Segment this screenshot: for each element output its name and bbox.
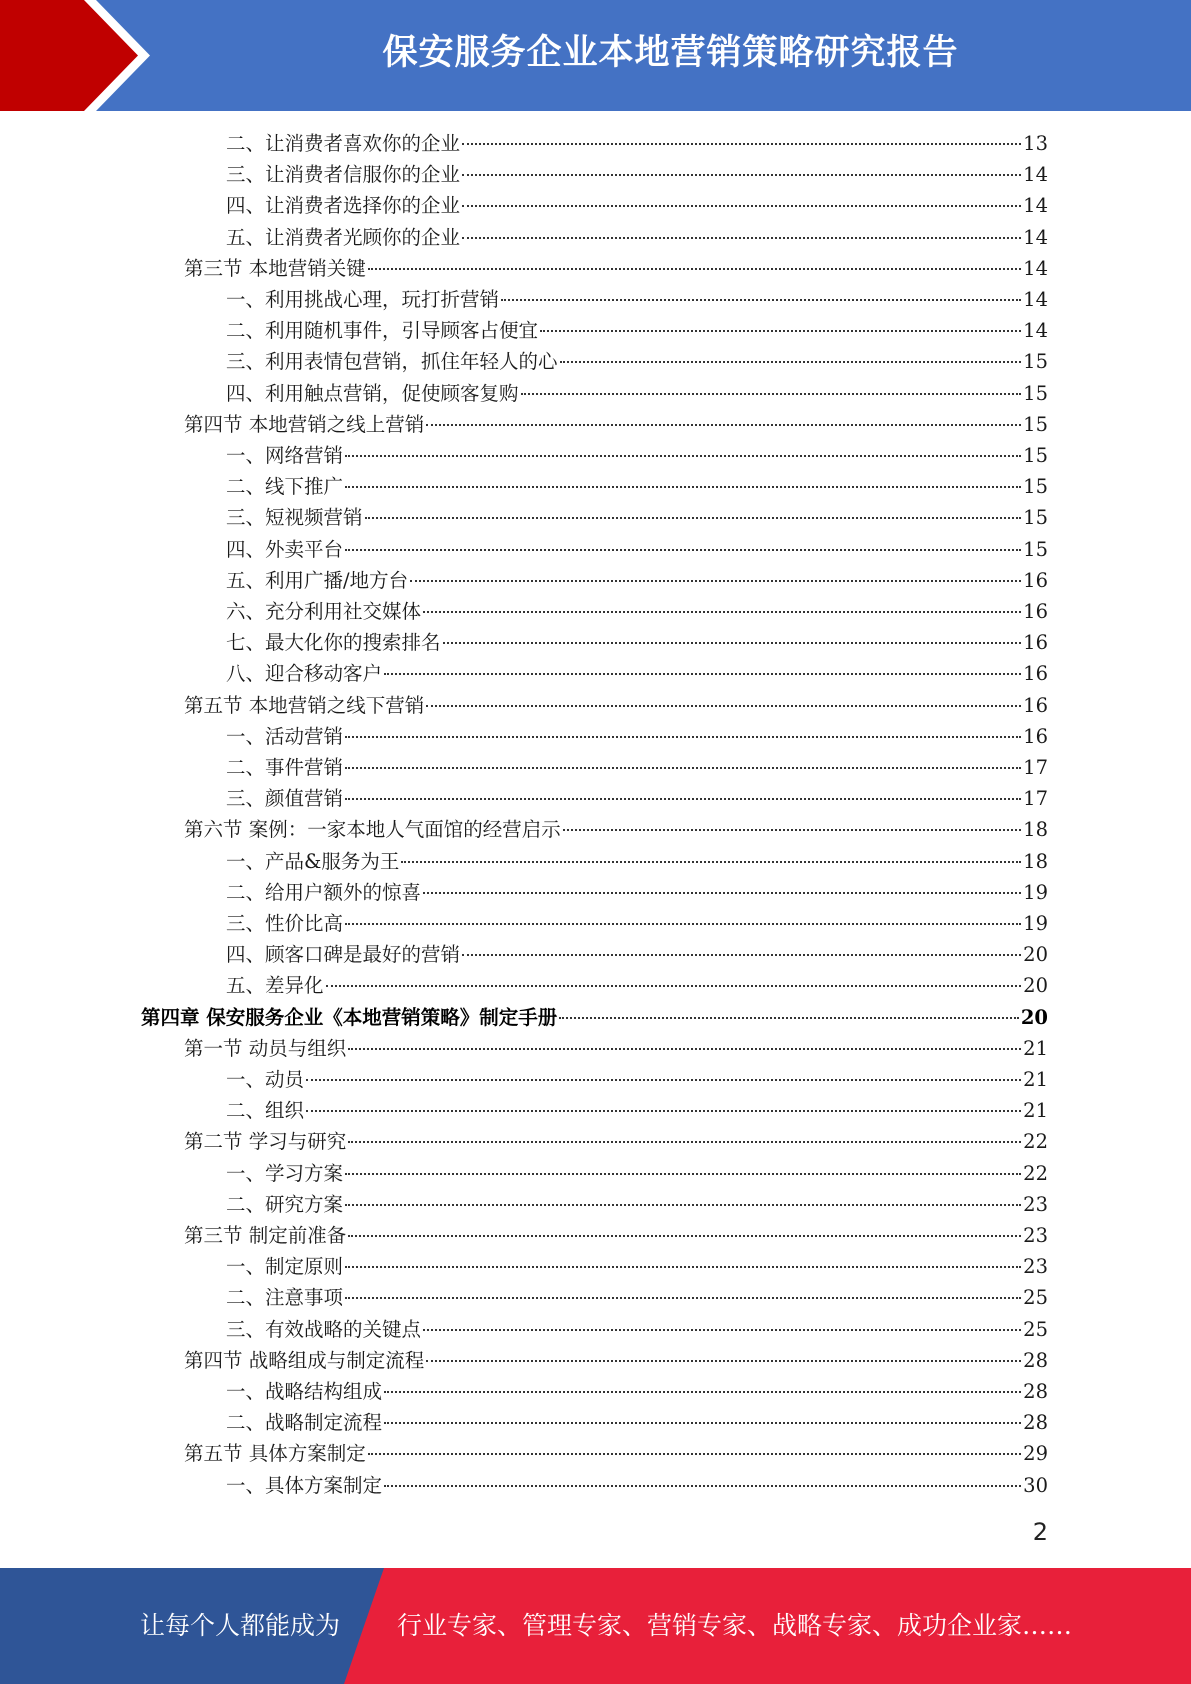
toc-entry-label: 四、利用触点营销，促使顾客复购 [226, 381, 519, 405]
toc-dot-leader [462, 174, 1021, 176]
toc-entry-page: 16 [1023, 631, 1048, 655]
footer-slogan-left: 让每个人都能成为 [140, 1611, 341, 1640]
toc-entry-label: 五、差异化 [226, 974, 324, 998]
toc-entry-page: 14 [1023, 194, 1048, 218]
toc-entry[interactable] [184, 1033, 1048, 1064]
toc-entry-page: 16 [1023, 600, 1048, 623]
toc-entry-page: 29 [1023, 1442, 1048, 1466]
toc-entry[interactable] [184, 1438, 1048, 1469]
toc-dot-leader [368, 268, 1021, 270]
toc-entry-label: 三、短视频营销 [226, 506, 363, 530]
toc-dot-leader [559, 1017, 1019, 1019]
toc-dot-leader [345, 549, 1021, 551]
toc-dot-leader [345, 486, 1021, 488]
toc-entry-page: 25 [1023, 1317, 1048, 1341]
toc-entry-page: 15 [1023, 444, 1048, 467]
toc-entry-page: 16 [1023, 568, 1048, 592]
toc-entry[interactable] [226, 1407, 1048, 1438]
toc-entry-label: 二、给用户额外的惊喜 [226, 880, 422, 904]
toc-dot-leader [426, 1360, 1021, 1362]
toc-entry-label: 一、战略结构组成 [226, 1380, 383, 1403]
toc-entry-label: 四、外卖平台 [226, 537, 344, 561]
toc-entry[interactable] [226, 190, 1048, 221]
toc-dot-leader [348, 1235, 1021, 1237]
toc-entry-page: 18 [1023, 849, 1048, 873]
toc-dot-leader [345, 767, 1021, 769]
toc-entry[interactable] [226, 378, 1048, 409]
toc-entry[interactable] [226, 346, 1048, 377]
toc-entry-label: 二、战略制定流程 [226, 1411, 383, 1435]
toc-dot-leader [501, 299, 1021, 301]
toc-dot-leader [348, 1048, 1021, 1050]
toc-dot-leader [462, 205, 1021, 207]
toc-entry-label: 三、性价比高 [226, 912, 344, 935]
toc-entry-label: 一、活动营销 [226, 724, 344, 748]
toc-entry[interactable] [184, 690, 1048, 721]
toc-entry-page: 21 [1023, 1068, 1048, 1091]
toc-entry-label: 二、事件营销 [226, 756, 344, 779]
toc-entry[interactable] [226, 1095, 1048, 1126]
toc-entry-label: 四、让消费者选择你的企业 [226, 194, 461, 218]
footer-slogan-right: 行业专家、管理专家、营销专家、战略专家、成功企业家…… [397, 1611, 1073, 1640]
toc-entry-page: 16 [1023, 693, 1048, 717]
toc-entry-label: 第六节 案例：一家本地人气面馆的经营启示 [184, 818, 561, 842]
toc-entry-page: 23 [1023, 1224, 1048, 1247]
toc-entry[interactable] [226, 1376, 1048, 1407]
toc-entry-page: 28 [1023, 1348, 1048, 1372]
toc-entry-label: 二、注意事项 [226, 1286, 344, 1310]
toc-dot-leader [345, 736, 1021, 738]
toc-entry-label: 一、动员 [226, 1068, 305, 1091]
page-footer [0, 1568, 1191, 1684]
toc-entry-label: 一、利用挑战心理，玩打折营销 [226, 288, 500, 311]
page-header [0, 0, 1191, 111]
toc-entry-page: 17 [1023, 756, 1048, 779]
toc-dot-leader [368, 1453, 1021, 1455]
toc-entry-label: 一、学习方案 [226, 1161, 344, 1185]
toc-dot-leader [384, 1391, 1021, 1393]
toc-dot-leader [306, 1110, 1021, 1112]
toc-entry-label: 第二节 学习与研究 [184, 1130, 347, 1154]
toc-entry[interactable] [226, 1470, 1048, 1501]
toc-dot-leader [426, 705, 1021, 707]
toc-entry-label: 八、迎合移动客户 [226, 662, 383, 686]
toc-entry-page: 14 [1023, 319, 1048, 343]
toc-dot-leader [345, 455, 1021, 457]
toc-dot-leader [384, 1485, 1021, 1487]
toc-entry[interactable] [226, 222, 1048, 253]
toc-dot-leader [462, 237, 1021, 239]
toc-entry-label: 一、具体方案制定 [226, 1473, 383, 1497]
toc-dot-leader [345, 923, 1021, 925]
toc-entry-page: 25 [1023, 1286, 1048, 1310]
toc-entry-page: 14 [1023, 256, 1048, 280]
toc-entry-page: 17 [1023, 787, 1048, 811]
toc-entry-page: 21 [1023, 1036, 1048, 1060]
toc-dot-leader [384, 673, 1021, 675]
toc-entry-page: 15 [1023, 475, 1048, 499]
toc-dot-leader [423, 1329, 1021, 1331]
toc-entry[interactable] [226, 1314, 1048, 1345]
toc-dot-leader [384, 1422, 1021, 1424]
toc-entry-label: 第四节 本地营销之线上营销 [184, 412, 425, 436]
toc-entry-page: 23 [1023, 1192, 1048, 1216]
toc-entry-label: 二、研究方案 [226, 1192, 344, 1216]
toc-entry-label: 第四节 战略组成与制定流程 [184, 1348, 425, 1372]
toc-dot-leader [443, 642, 1022, 644]
toc-entry[interactable] [226, 471, 1048, 502]
toc-entry[interactable] [226, 128, 1048, 159]
toc-entry-label: 七、最大化你的搜索排名 [226, 631, 441, 655]
toc-entry[interactable] [226, 1158, 1048, 1189]
toc-entry[interactable] [226, 783, 1048, 814]
toc-entry[interactable] [141, 1002, 1048, 1033]
toc-dot-leader [348, 1141, 1021, 1143]
toc-entry-page: 20 [1020, 1005, 1048, 1029]
toc-entry-label: 二、线下推广 [226, 475, 344, 499]
toc-entry[interactable] [184, 1345, 1048, 1376]
toc-entry-label: 二、让消费者喜欢你的企业 [226, 132, 461, 155]
toc-entry-page: 21 [1023, 1099, 1048, 1123]
toc-dot-leader [345, 1266, 1021, 1268]
toc-dot-leader [563, 829, 1021, 831]
header-arrow-decoration [0, 0, 160, 111]
toc-entry-page: 19 [1023, 880, 1048, 904]
toc-entry-label: 五、利用广播/地方台 [226, 568, 409, 592]
toc-dot-leader [306, 1079, 1021, 1081]
toc-entry[interactable] [226, 284, 1048, 315]
toc-entry-page: 15 [1023, 350, 1048, 374]
toc-dot-leader [410, 580, 1021, 582]
toc-entry[interactable] [226, 159, 1048, 190]
toc-entry-label: 三、利用表情包营销，抓住年轻人的心 [226, 350, 558, 374]
toc-entry[interactable] [226, 565, 1048, 596]
document-title: 保安服务企业本地营销策略研究报告 [382, 33, 959, 73]
toc-entry-page: 14 [1023, 163, 1048, 187]
toc-dot-leader [423, 892, 1021, 894]
toc-dot-leader [345, 1297, 1021, 1299]
toc-entry-label: 六、充分利用社交媒体 [226, 600, 422, 623]
page-number: 2 [1032, 1518, 1048, 1546]
toc-entry-label: 三、颜值营销 [226, 787, 344, 811]
toc-dot-leader [462, 954, 1021, 956]
toc-entry[interactable] [226, 315, 1048, 346]
toc-entry-page: 14 [1023, 225, 1048, 249]
toc-entry-page: 22 [1023, 1161, 1048, 1185]
toc-entry-page: 15 [1023, 506, 1048, 530]
toc-entry-label: 第四章 保安服务企业《本地营销策略》制定手册 [141, 1005, 558, 1029]
toc-entry[interactable] [226, 1282, 1048, 1313]
toc-entry[interactable] [184, 1126, 1048, 1157]
toc-entry-label: 四、顾客口碑是最好的营销 [226, 943, 461, 967]
toc-entry-page: 14 [1023, 288, 1048, 311]
toc-entry-label: 一、制定原则 [226, 1255, 344, 1279]
toc-entry-label: 第三节 本地营销关键 [184, 256, 366, 280]
toc-entry[interactable] [226, 1064, 1048, 1095]
toc-entry-label: 第三节 制定前准备 [184, 1224, 347, 1247]
toc-entry[interactable] [226, 939, 1048, 970]
toc-dot-leader [326, 985, 1022, 987]
toc-entry-page: 20 [1023, 943, 1048, 967]
toc-dot-leader [345, 1204, 1021, 1206]
toc-entry[interactable] [184, 814, 1048, 845]
toc-entry-page: 23 [1023, 1255, 1048, 1279]
toc-entry[interactable] [226, 658, 1048, 689]
toc-dot-leader [423, 611, 1021, 613]
toc-entry-page: 15 [1023, 381, 1048, 405]
toc-entry-page: 28 [1023, 1380, 1048, 1403]
toc-entry[interactable] [226, 908, 1048, 939]
toc-entry-label: 第五节 本地营销之线下营销 [184, 693, 425, 717]
toc-entry-label: 三、让消费者信服你的企业 [226, 163, 461, 187]
toc-entry[interactable] [184, 1220, 1048, 1251]
toc-entry[interactable] [226, 877, 1048, 908]
toc-entry-label: 第五节 具体方案制定 [184, 1442, 366, 1466]
toc-dot-leader [560, 361, 1022, 363]
toc-entry[interactable] [184, 409, 1048, 440]
toc-entry[interactable] [226, 596, 1048, 627]
toc-entry-label: 一、网络营销 [226, 444, 344, 467]
toc-dot-leader [345, 1173, 1021, 1175]
toc-entry[interactable] [226, 721, 1048, 752]
toc-entry-label: 二、组织 [226, 1099, 305, 1123]
toc-dot-leader [521, 393, 1022, 395]
toc-dot-leader [401, 861, 1021, 863]
toc-entry[interactable] [226, 970, 1048, 1001]
toc-entry-page: 30 [1023, 1473, 1048, 1497]
toc-entry-page: 13 [1023, 132, 1048, 155]
toc-dot-leader [462, 143, 1021, 145]
toc-entry-label: 二、利用随机事件，引导顾客占便宜 [226, 319, 539, 343]
toc-entry-page: 15 [1023, 537, 1048, 561]
toc-entry[interactable] [226, 627, 1048, 658]
toc-entry-page: 16 [1023, 662, 1048, 686]
toc-entry-page: 20 [1023, 974, 1048, 998]
toc-entry-page: 16 [1023, 724, 1048, 748]
toc-dot-leader [540, 330, 1021, 332]
toc-entry-label: 一、产品&服务为王 [226, 849, 400, 873]
toc-entry-page: 19 [1023, 912, 1048, 935]
toc-entry[interactable] [226, 846, 1048, 877]
toc-entry[interactable] [184, 253, 1048, 284]
toc-entry-label: 第一节 动员与组织 [184, 1036, 347, 1060]
toc-dot-leader [365, 517, 1022, 519]
toc-entry[interactable] [226, 502, 1048, 533]
toc-entry[interactable] [226, 1251, 1048, 1282]
toc-entry-page: 22 [1023, 1130, 1048, 1154]
toc-entry[interactable] [226, 440, 1048, 471]
toc-entry-page: 18 [1023, 818, 1048, 842]
toc-entry[interactable] [226, 752, 1048, 783]
toc-entry-page: 28 [1023, 1411, 1048, 1435]
toc-dot-leader [426, 424, 1021, 426]
toc-entry-page: 15 [1023, 412, 1048, 436]
toc-entry-label: 五、让消费者光顾你的企业 [226, 225, 461, 249]
toc-entry[interactable] [226, 1189, 1048, 1220]
toc-entry[interactable] [226, 534, 1048, 565]
toc-dot-leader [345, 798, 1021, 800]
toc-entry-label: 三、有效战略的关键点 [226, 1317, 422, 1341]
